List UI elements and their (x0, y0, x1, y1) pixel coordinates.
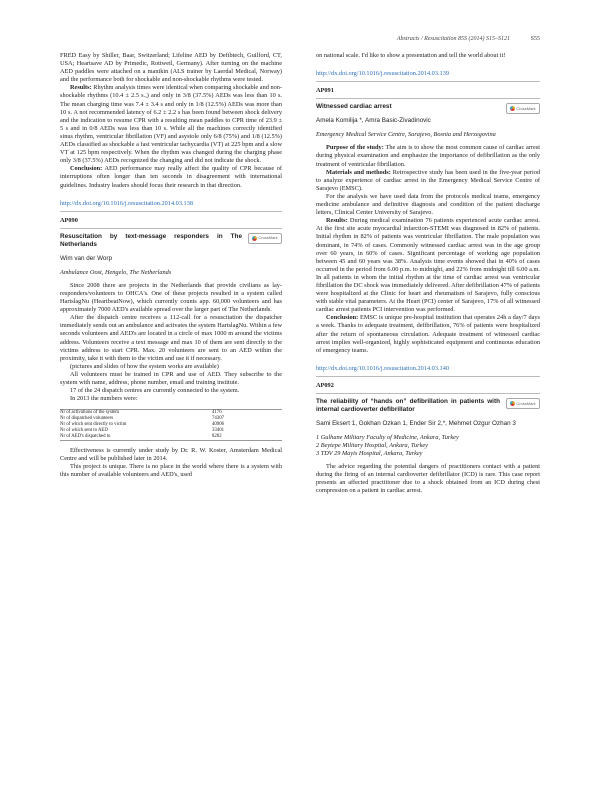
right-column (316, 52, 540, 495)
abstract-title-text: Resuscitation by text-message responders in The Netherlands (60, 232, 242, 248)
crossmark-label: CrossMark (258, 235, 278, 241)
crossmark-label: CrossMark (516, 400, 536, 406)
abstract-title-text: Witnessed cardiac arrest (316, 103, 392, 111)
body-paragraph: The advice regarding the potential dangers of practitioners contact with a patient during the firing of an internal cardioverter defibrillator (ICD) is rare. This case report presents an affected practitioner due to a shock obtained from an ICD during chest compression on a patient in cardiac arrest. (316, 463, 540, 495)
affiliation: 3 TDV 29 Mayis Hospital, Ankara, Turkey (316, 450, 423, 458)
crossmark-badge[interactable] (506, 398, 540, 409)
author-list: Sami Eksert 1, Gokhan Ozkan 1, Ender Sir 2,*, Mehmet Ozgur Ozhan 3 (316, 420, 516, 427)
results-text: During medical examination 76 patients experienced acute cardiac arrest. At the first site acute myocardial infarction-STEMI was diagnosed in 82% of patients. Initial rhythm in 82% of patients was ventricular fibrillation. The male population was dominant, in 74% of cases. Commonly witnessed cardiac arrest was in the age group over 60 years, in 60% of cases. Significant percentage of working age population between 45 and 60 years was 38%. Analysis time events showed that in 40% of cases occurred in the period from 6.00 p.m. to midnight, and 22% from midnight till 6.00 a.m. In all patients in whom the initial rhythm at the time of cardiac arrest was ventricular fibrillation the DC shock was immediately delivered. After defibrillation 47% of patients were hospitalized at the Clinic for heart and rheumatism of Sarajevo, fully conscious with stable vital parameters. At the Heart (PCI) center of Sarajevo, 17% of all witnessed cardiac arrest patients PCI intervention was performed. (316, 217, 540, 314)
body-paragraph: For the analysis we have used data from the protocols medical teams, emergency medicine ambulance and definitive diagnosis and condition of the patient discharge letters, Clinical Center University of Sarajevo. (316, 192, 540, 217)
results-label: Results: (70, 84, 92, 92)
results-paragraph (60, 84, 282, 165)
conclusion-paragraph (60, 165, 282, 189)
affiliation: 2 Beytepe Military Hospital, Ankara, Turkey (316, 442, 428, 450)
divider (316, 98, 540, 99)
divider (316, 393, 540, 394)
abstract-id: AP092 (316, 381, 334, 389)
affiliation-list (316, 434, 540, 458)
body-paragraph: (pictures and slides of how the system works are available) (70, 362, 219, 370)
body-paragraph: 17 of the 24 dispatch centres are currently connected to the system. (70, 387, 240, 395)
table-cell-value: 4176 (212, 410, 282, 416)
crossmark-badge[interactable] (506, 103, 540, 114)
conclusion-label: Conclusion: (70, 165, 103, 173)
affiliation: Ambulance Oost, Hengelo, The Netherlands (60, 268, 172, 276)
crossmark-icon (510, 106, 515, 111)
conclusion-label: Conclusion: (326, 314, 359, 322)
table-cell-label: Nr of which sent to AED (60, 428, 108, 433)
results-paragraph (316, 217, 540, 314)
results-label: Results: (326, 217, 348, 225)
methods-text: Retrospective study has been used in the five-year period to analyze experience of cardiac arrest in the Emergency Medical Service Centre of Sarajevo (EMSC). (316, 168, 541, 192)
page-number: S55 (530, 36, 540, 42)
table-cell-value: 40906 (212, 422, 224, 428)
body-paragraph: Effectiveness is currently under study by Dr. R. W. Koster, Amsterdam Medical Centre and will be published later in 2014. (60, 446, 282, 462)
numbers-table (60, 409, 282, 441)
table-cell-label: Nr of which sent directly to victim (60, 422, 127, 428)
crossmark-badge[interactable] (248, 233, 282, 244)
affiliation: 1 Gulhane Military Faculty of Medicine, Ankara, Turkey (316, 434, 459, 442)
divider (316, 376, 540, 377)
conclusion-text: AED performance may really affect the quality of CPR because of interruptions often longer than ten seconds in disagreement with international guidelines. Industry leaders should focus their research in that direction. (60, 165, 282, 189)
abstract-title (316, 398, 540, 414)
doi-link[interactable]: http://dx.doi.org/10.1016/j.resuscitation.2014.03.140 (316, 364, 449, 372)
crossmark-icon (510, 401, 515, 406)
conclusion-text: EMSC is unique pre-hospital institution that operates 24h a day/7 days a week. Thanks to adequate treatment, defibrillation, 76% of patients were hospitalized after the return of spontaneous circulation. Adequate treatment of witnessed cardiac arrest implies well-organized, highly sophisticated equipment and continuous education of emergency teams. (316, 314, 540, 354)
results-text: Rhythm analysis times were identical when comparing shockable and non-shockable rhythms (10.4 ± 2.5 s.,) and only in 3/8 (37.5%) AEDs was less than 10 s. The mean charging time was 7.4 ± 3.4 s and only in 1/8 (12.5%) AEDs was more than 10 s. A not recommended latency of 6.2 ± 2.2 s has been found between shock delivery and the indication to resume CPR with a resulting mean paddles to CPR time of 23.9 ± 5 s and in 0/8 AEDs was less than 10 s. While all the machines correctly identified sinus rhythm, ventricular fibrillation (VF) and asystole only 6/8 (75%) and 1/8 (12.5%) AEDs classified as shockable a fast ventricular tachycardia (VT) at 225 bpm and a slow VT at 125 bpm respectively. When the rhythm was changed during the charging phase only 3/8 (37.5%) AEDs recognized the changing and did not indicate the shock. (60, 84, 282, 165)
crossmark-label: CrossMark (516, 105, 536, 111)
body-paragraph: Since 2008 there are projects in the Netherlands that provide civilians as lay-responders/volunteers to OHCA's. One of these projects resulted in a system called HartslagNu (HeartbeatNow), which currently counts app. 60,000 volunteers and has approximately 7000 AED's available spread over the larger part of The Netherlands. (60, 281, 282, 314)
journal-citation: Abstracts / Resuscitation 85S (2014) S15–S121 (396, 36, 510, 42)
table-cell-label: Nr of dispatched volunteers (60, 416, 114, 422)
table-row (60, 434, 282, 440)
methods-paragraph (316, 169, 540, 193)
table-cell-value: 8282 (212, 434, 282, 440)
body-paragraph: In 2013 the numbers were: (70, 395, 138, 403)
body-paragraph: All volunteers must be trained in CPR and use of AED. They subscribe to the system with name, address, phone number, email and training institute. (60, 370, 282, 386)
abstract-title (60, 233, 282, 249)
left-column (60, 52, 282, 479)
table-cell-label: Nr of AED's dispatched to (60, 434, 212, 440)
abstract-id: AP091 (316, 87, 334, 95)
table-cell-value: 33401 (212, 428, 224, 433)
body-paragraph: After the dispatch centre receives a 112-call for a resuscitation the dispatcher immediately sends out an ambulance and activates the system HartslagNu. Within a few seconds volunteers and AED's are located in a circle of max 1000 m around the victims address. Volunteers receive a text message and max 10 of them are sent directly to the victims address to start CPR. Max. 20 volunteers are sent to an AED within the proximity, take it with them to the victim and use it if necessary. (60, 314, 282, 362)
body-paragraph: This project is unique. There is no place in the world where there is a system with this number of available volunteers and AED's, used (60, 463, 282, 479)
continued-paragraph: on national scale. I'd like to show a presentation and tell the world about it! (316, 52, 506, 59)
methods-label: Materials and methods: (326, 168, 391, 176)
doi-link[interactable]: http://dx.doi.org/10.1016/j.resuscitation.2014.03.138 (60, 199, 193, 207)
running-header (60, 36, 540, 48)
table-cell-value: 74307 (212, 416, 224, 422)
table-cell-label: Nr of activations of the system (60, 410, 212, 416)
crossmark-icon (252, 236, 257, 241)
continued-paragraph: FRED Easy by Shiller, Baar, Switzerland; Lifeline AED by Defibtech, Guilford, CT, USA; Heartsave AD by Primedic, Rottweil, Germany). After turning on the machine AED paddles were attached on a manikin (ALS trainer by Laerdal Medical, Norway) and the performance both for shockable and non-shockable rhythms were tested. (60, 52, 282, 84)
author-list: Wim van der Worp (60, 254, 113, 262)
abstract-id: AP090 (60, 216, 78, 224)
author-list: Amela Komilija *, Amra Basic-Zivadinovic (316, 117, 431, 125)
doi-link[interactable]: http://dx.doi.org/10.1016/j.resuscitation.2014.03.139 (316, 70, 449, 78)
abstract-title-text: The reliability of “hands on” defibrillation in patients with internal cardioverter defibrillator (316, 398, 500, 413)
divider (60, 211, 282, 212)
purpose-label: Purpose of the study: (326, 144, 384, 152)
affiliation: Emergency Medical Service Centre, Sarajevo, Bosnia and Herzegovina (316, 131, 496, 139)
purpose-paragraph (316, 144, 540, 168)
abstract-title (316, 103, 540, 111)
purpose-text: The aim is to show the most common cause of cardiac arrest during physical examination and emphasize the importance of defibrillation as the only treatment of ventricular fibrillation. (316, 144, 541, 168)
conclusion-paragraph (316, 314, 540, 354)
divider (316, 81, 540, 82)
divider (60, 228, 282, 229)
